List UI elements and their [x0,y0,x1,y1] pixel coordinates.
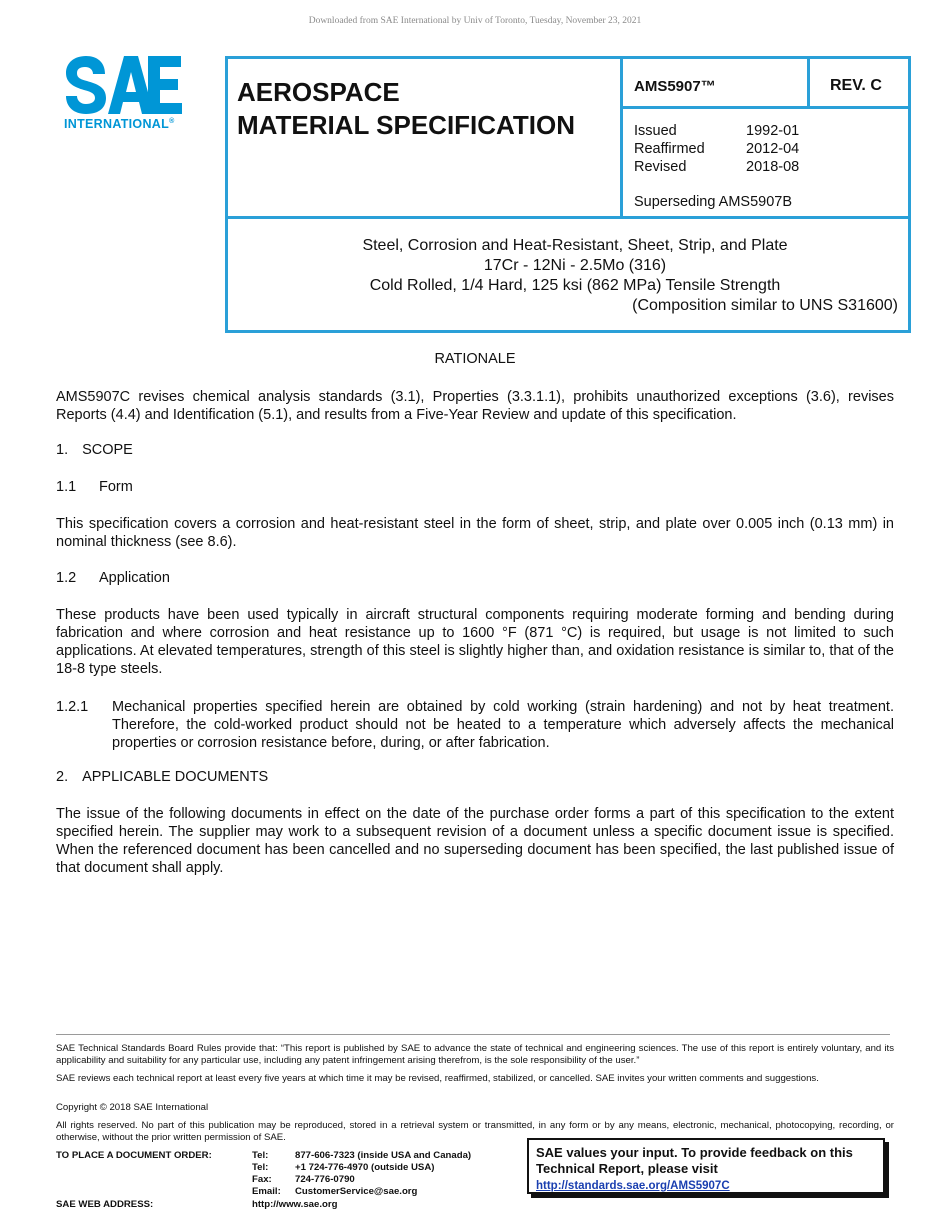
rationale-heading: RATIONALE [434,351,516,367]
header-divider-vertical [620,56,623,218]
logo-letter-s [66,56,106,114]
issue-dates: Issued 1992-01 Reaffirmed 2012-04 Revised 2018-08 [634,123,800,175]
download-note: Downloaded from SAE International by Univ of Toronto, Tuesday, November 23, 2021 [308,16,642,26]
section-1-heading: 1. SCOPE [56,442,133,458]
order-label: TO PLACE A DOCUMENT ORDER: [56,1150,212,1161]
section-1-2-heading: 1.2 Application [56,570,170,586]
section-1-1-text: This specification covers a corrosion and heat-resistant steel in the form of sheet, strip, and plate over 0.005 inch (0.13 mm) in nominal thickness (see 8.6). [56,516,894,550]
document-type-title: AEROSPACE MATERIAL SPECIFICATION [237,77,575,140]
feedback-link[interactable]: http://standards.sae.org/AMS5907C [536,1180,730,1192]
specification-title: Steel, Corrosion and Heat-Resistant, Sheet, Strip, and Plate 17Cr - 12Ni - 2.5Mo (316) Cold Rolled, 1/4 Hard, 125 ksi (862 MPa) Tensile Strength (Composition similar to UNS S31600) [362,237,898,314]
section-1-2-1-number: 1.2.1 [56,699,89,715]
section-1-2-1-text: Mechanical properties specified herein are obtained by cold working (strain hardening) and not by heat treatment. Therefore, the cold-worked product should not be heated to a temperature which adversely affects the mechanical properties or corrosion resistance before, during, or after fabrication. [112,699,894,751]
web-address-label: SAE WEB ADDRESS: [56,1199,154,1210]
rights-text: All rights reserved. No part of this publication may be reproduced, stored in a retrieval system or transmitted, in any form or by any means, electronic, mechanical, photocopying, recording, or otherwise, without the prior written permission of SAE. [56,1120,894,1143]
title-row-divider [225,216,908,219]
logo-letter-e [148,56,182,114]
document-number: AMS5907™ [634,78,716,95]
section-2-text: The issue of the following documents in effect on the date of the purchase order forms a part of this specification to the extent specified herein. The supplier may work to a subsequent revision of a document unless a specific document issue is specified. When the referenced document has been cancelled and no superseding document has been specified, the last published issue of that document shall apply. [56,806,894,876]
logo-letter-a [108,56,154,114]
board-rules-text: SAE Technical Standards Board Rules provide that: “This report is published by SAE to advance the state of technical and engineering sciences. The use of this report is entirely voluntary, and its applicability and suitability for any particular use, including any patent infringement arising therefrom, is the sole responsibility of the user.” [56,1043,894,1066]
logo-tagline: INTERNATIONAL® [64,117,175,131]
revision-label: REV. C [830,77,882,94]
rev-divider-vertical [807,56,810,108]
number-row-divider [620,106,908,109]
section-1-2-text: These products have been used typically in aircraft structural components requiring moderate forming and bending during fabrication and where corrosion and heat resistance up to 1600 °F (871 °C) is required, but usage is not limited to such applications. At elevated temperatures, strength of this steel is slightly higher than, and oxidation resistance is similar to, that of the 18-8 type steels. [56,607,894,677]
order-contacts: Tel: 877-606-7323 (inside USA and Canada) Tel: +1 724-776-4970 (outside USA) Fax: 724-776-0790 Email: CustomerService@sae.org [252,1150,472,1197]
section-2-heading: 2. APPLICABLE DOCUMENTS [56,769,269,785]
section-1-1-heading: 1.1 Form [56,479,133,495]
section-1-2-1 [56,698,894,752]
footer-rule [56,1034,890,1035]
copyright: Copyright © 2018 SAE International [56,1102,209,1113]
feedback-box: SAE values your input. To provide feedback on this Technical Report, please visit http://standards.sae.org/AMS5907C [527,1138,885,1194]
web-address-link[interactable]: http://www.sae.org [252,1199,338,1210]
review-text: SAE reviews each technical report at least every five years at which time it may be revised, reaffirmed, stabilized, or cancelled. SAE invites your written comments and suggestions. [56,1073,819,1084]
email-address[interactable]: CustomerService@sae.org [295,1186,418,1197]
rationale-text: AMS5907C revises chemical analysis standards (3.1), Properties (3.3.1.1), prohibits unauthorized exceptions (3.6), revises Reports (4.4) and Identification (5.1), and results from a Five-Year Review and update of this specification. [56,389,894,423]
superseding-note: Superseding AMS5907B [634,194,792,210]
